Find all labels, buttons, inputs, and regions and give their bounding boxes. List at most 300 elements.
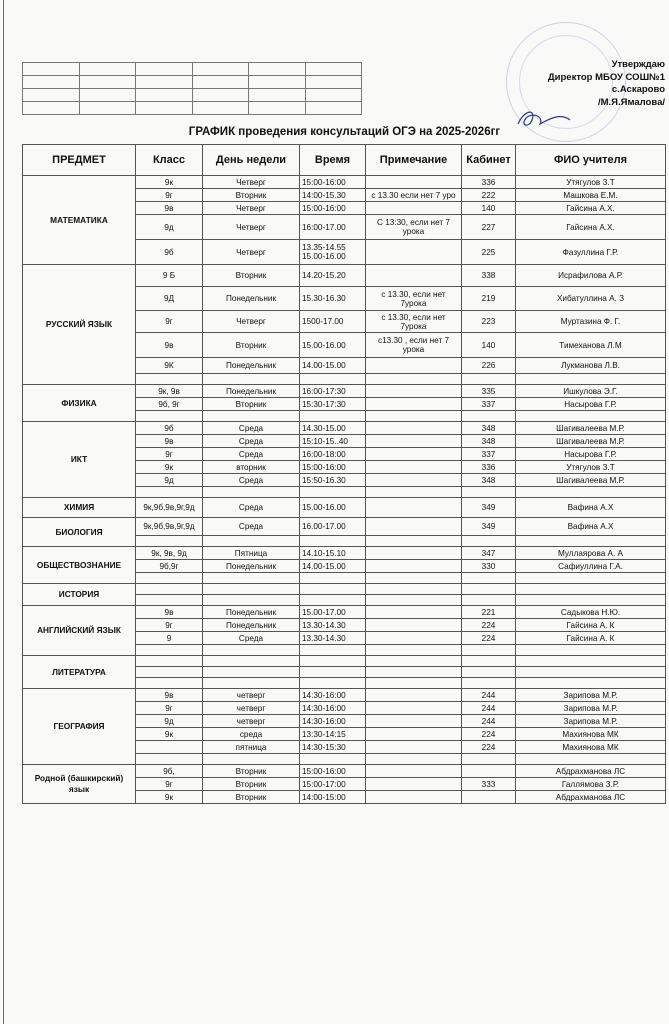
time-cell: 15:50-16.30: [300, 474, 366, 487]
day-cell: [203, 667, 300, 678]
class-cell: [136, 741, 203, 754]
teacher-cell: Сафиуллина Г.А.: [516, 560, 666, 573]
class-cell: 9в: [136, 435, 203, 448]
room-cell: 349: [462, 498, 516, 518]
time-cell: 15.00-17.00: [300, 606, 366, 619]
room-cell: 223: [462, 311, 516, 333]
note-cell: [366, 498, 462, 518]
class-cell: [136, 754, 203, 765]
day-cell: Четверг: [203, 240, 300, 265]
room-cell: [462, 584, 516, 595]
room-cell: 348: [462, 422, 516, 435]
room-cell: 348: [462, 474, 516, 487]
teacher-cell: Зарипова М.Р.: [516, 689, 666, 702]
day-cell: [203, 411, 300, 422]
note-cell: [366, 448, 462, 461]
note-cell: [366, 547, 462, 560]
teacher-cell: Гайсина А. К: [516, 632, 666, 645]
note-cell: [366, 398, 462, 411]
note-cell: [366, 385, 462, 398]
section-physics: [23, 385, 666, 422]
room-cell: 244: [462, 689, 516, 702]
teacher-cell: Зарипова М.Р.: [516, 715, 666, 728]
page-title: ГРАФИК проведения консультаций ОГЭ на 2025-2026гг: [188, 126, 501, 138]
class-cell: 9в: [136, 606, 203, 619]
teacher-cell: [516, 754, 666, 765]
teacher-cell: [516, 374, 666, 385]
room-cell: [462, 754, 516, 765]
teacher-cell: Шагивалеева М.Р.: [516, 422, 666, 435]
table-row: [23, 689, 666, 702]
class-cell: 9к, 9в: [136, 385, 203, 398]
room-cell: [462, 374, 516, 385]
teacher-cell: [516, 678, 666, 689]
time-cell: 14.20-15.20: [300, 265, 366, 287]
day-cell: [203, 487, 300, 498]
note-cell: [366, 741, 462, 754]
note-cell: [366, 461, 462, 474]
teacher-cell: [516, 573, 666, 584]
time-cell: 15:00-17:00: [300, 778, 366, 791]
class-cell: 9к,9б,9в,9г,9д: [136, 498, 203, 518]
teacher-cell: Махиянова МК: [516, 741, 666, 754]
room-cell: [462, 487, 516, 498]
time-cell: 15:10-15..40: [300, 435, 366, 448]
note-cell: [366, 176, 462, 189]
teacher-cell: [516, 595, 666, 606]
class-cell: 9г: [136, 619, 203, 632]
class-cell: 9в: [136, 333, 203, 358]
room-cell: 140: [462, 202, 516, 215]
note-cell: [366, 689, 462, 702]
class-cell: 9: [136, 632, 203, 645]
day-cell: [203, 645, 300, 656]
room-cell: 337: [462, 398, 516, 411]
class-cell: 9г: [136, 778, 203, 791]
section-history: [23, 584, 666, 606]
class-cell: 9к: [136, 791, 203, 804]
col-header-subject: ПРЕДМЕТ: [23, 145, 136, 176]
class-cell: 9 Б: [136, 265, 203, 287]
teacher-cell: Галлямова З.Р.: [516, 778, 666, 791]
section-bashkir: [23, 765, 666, 804]
note-cell: с13.30 , если нет 7 урока: [366, 333, 462, 358]
time-cell: 1500-17.00: [300, 311, 366, 333]
table-row: [23, 265, 666, 287]
note-cell: [366, 358, 462, 374]
note-cell: [366, 678, 462, 689]
day-cell: Понедельник: [203, 358, 300, 374]
class-cell: 9б: [136, 240, 203, 265]
col-header-day: День недели: [203, 145, 300, 176]
time-cell: 15.00-16.00: [300, 498, 366, 518]
day-cell: Четверг: [203, 311, 300, 333]
note-cell: [366, 656, 462, 667]
time-cell: 14.00-15.00: [300, 560, 366, 573]
note-cell: [366, 435, 462, 448]
room-cell: 140: [462, 333, 516, 358]
class-cell: 9к, 9в, 9д: [136, 547, 203, 560]
note-cell: [366, 536, 462, 547]
note-cell: [366, 645, 462, 656]
approval-line-3: с.Аскарово: [611, 84, 665, 95]
subject-cell: ИСТОРИЯ: [23, 584, 136, 606]
class-cell: 9д: [136, 474, 203, 487]
day-cell: [203, 678, 300, 689]
time-cell: 15:00-16:00: [300, 765, 366, 778]
day-cell: Вторник: [203, 265, 300, 287]
day-cell: Понедельник: [203, 287, 300, 311]
day-cell: [203, 536, 300, 547]
room-cell: [462, 645, 516, 656]
day-cell: Среда: [203, 518, 300, 536]
room-cell: 225: [462, 240, 516, 265]
time-cell: 15:00-16:00: [300, 202, 366, 215]
room-cell: [462, 667, 516, 678]
time-cell: [300, 754, 366, 765]
day-cell: Вторник: [203, 189, 300, 202]
time-cell: [300, 411, 366, 422]
time-cell: 14:00-15:00: [300, 791, 366, 804]
class-cell: 9б, 9г: [136, 398, 203, 411]
teacher-cell: Лукманова Л.В.: [516, 358, 666, 374]
room-cell: 330: [462, 560, 516, 573]
table-row: [23, 606, 666, 619]
room-cell: [462, 765, 516, 778]
class-cell: 9Д: [136, 287, 203, 311]
teacher-cell: Вафина А.Х: [516, 498, 666, 518]
room-cell: 335: [462, 385, 516, 398]
class-cell: 9в: [136, 202, 203, 215]
table-row: [23, 176, 666, 189]
table-row: [23, 518, 666, 536]
time-cell: 16:00-18:00: [300, 448, 366, 461]
note-cell: [366, 728, 462, 741]
time-cell: [300, 656, 366, 667]
room-cell: [462, 595, 516, 606]
section-english: [23, 606, 666, 656]
note-cell: [366, 778, 462, 791]
teacher-cell: [516, 487, 666, 498]
class-cell: 9б,: [136, 765, 203, 778]
time-cell: 15:00-16:00: [300, 176, 366, 189]
class-cell: [136, 678, 203, 689]
teacher-cell: Утягулов З.Т: [516, 461, 666, 474]
time-cell: [300, 678, 366, 689]
teacher-cell: [516, 536, 666, 547]
approval-line-4: /М.Я.Ямалова/: [597, 96, 665, 108]
class-cell: 9в: [136, 689, 203, 702]
note-cell: [366, 518, 462, 536]
note-cell: [366, 411, 462, 422]
day-cell: Среда: [203, 422, 300, 435]
note-cell: [366, 715, 462, 728]
class-cell: 9г: [136, 448, 203, 461]
teacher-cell: [516, 584, 666, 595]
col-header-note: Примечание: [366, 145, 462, 176]
approval-block: [500, 59, 665, 109]
table-row: [23, 547, 666, 560]
col-header-teacher: ФИО учителя: [516, 145, 666, 176]
teacher-cell: Машкова Е.М.: [516, 189, 666, 202]
room-cell: 224: [462, 619, 516, 632]
subject-cell: Родной (башкирский) язык: [23, 765, 136, 804]
note-cell: С 13:30, если нет 7 урока: [366, 215, 462, 240]
day-cell: Среда: [203, 435, 300, 448]
time-cell: 15:00-16:00: [300, 461, 366, 474]
day-cell: Пятница: [203, 547, 300, 560]
teacher-cell: [516, 656, 666, 667]
teacher-cell: Утягулов З.Т: [516, 176, 666, 189]
teacher-cell: Гайсина А.Х.: [516, 202, 666, 215]
note-cell: [366, 487, 462, 498]
day-cell: Четверг: [203, 202, 300, 215]
time-cell: [300, 487, 366, 498]
room-cell: 221: [462, 606, 516, 619]
subject-cell: РУССКИЙ ЯЗЫК: [23, 265, 136, 385]
teacher-cell: Тимеханова Л.М: [516, 333, 666, 358]
time-cell: 14:30-16:00: [300, 702, 366, 715]
note-cell: [366, 265, 462, 287]
day-cell: [203, 573, 300, 584]
section-social: [23, 547, 666, 584]
day-cell: четверг: [203, 689, 300, 702]
table-row: [23, 765, 666, 778]
col-header-class: Класс: [136, 145, 203, 176]
note-cell: [366, 791, 462, 804]
section-chemistry: [23, 498, 666, 518]
day-cell: [203, 656, 300, 667]
time-cell: [300, 536, 366, 547]
class-cell: 9б: [136, 422, 203, 435]
col-header-time: Время: [300, 145, 366, 176]
note-cell: с 13.30 если нет 7 уро: [366, 189, 462, 202]
day-cell: Понедельник: [203, 385, 300, 398]
class-cell: [136, 374, 203, 385]
day-cell: Среда: [203, 474, 300, 487]
class-cell: [136, 667, 203, 678]
class-cell: 9д: [136, 715, 203, 728]
room-cell: 349: [462, 518, 516, 536]
room-cell: 244: [462, 702, 516, 715]
subject-cell: АНГЛИЙСКИЙ ЯЗЫК: [23, 606, 136, 656]
note-cell: [366, 422, 462, 435]
subject-cell: ГЕОГРАФИЯ: [23, 689, 136, 765]
teacher-cell: Гайсина А. К: [516, 619, 666, 632]
table-row: [23, 385, 666, 398]
col-header-room: Кабинет: [462, 145, 516, 176]
section-geography: [23, 689, 666, 765]
subject-cell: ФИЗИКА: [23, 385, 136, 422]
room-cell: 227: [462, 215, 516, 240]
teacher-cell: Абдрахманова ЛС: [516, 791, 666, 804]
day-cell: [203, 374, 300, 385]
class-cell: [136, 584, 203, 595]
time-cell: 14:00-15.30: [300, 189, 366, 202]
class-cell: 9г: [136, 702, 203, 715]
class-cell: 9к: [136, 728, 203, 741]
note-cell: [366, 474, 462, 487]
note-cell: [366, 374, 462, 385]
subject-cell: ИКТ: [23, 422, 136, 498]
day-cell: [203, 754, 300, 765]
time-cell: 14.10-15.10: [300, 547, 366, 560]
room-cell: 333: [462, 778, 516, 791]
teacher-cell: Фазуллина Г.Р.: [516, 240, 666, 265]
subject-cell: БИОЛОГИЯ: [23, 518, 136, 547]
time-cell: [300, 667, 366, 678]
subject-cell: ЛИТЕРАТУРА: [23, 656, 136, 689]
subject-cell: ХИМИЯ: [23, 498, 136, 518]
time-cell: 15:30-17:30: [300, 398, 366, 411]
time-cell: 15.30-16.30: [300, 287, 366, 311]
day-cell: среда: [203, 728, 300, 741]
teacher-cell: Исрафилова А.Р.: [516, 265, 666, 287]
room-cell: 336: [462, 461, 516, 474]
class-cell: 9К: [136, 358, 203, 374]
class-cell: [136, 595, 203, 606]
class-cell: [136, 487, 203, 498]
room-cell: 219: [462, 287, 516, 311]
teacher-cell: Муртазина Ф. Г.: [516, 311, 666, 333]
time-cell: 14.30-15.00: [300, 422, 366, 435]
day-cell: вторник: [203, 461, 300, 474]
note-cell: [366, 595, 462, 606]
room-cell: [462, 573, 516, 584]
section-biology: [23, 518, 666, 547]
room-cell: 347: [462, 547, 516, 560]
header-row: [23, 145, 666, 176]
day-cell: Понедельник: [203, 606, 300, 619]
note-cell: [366, 240, 462, 265]
time-cell: 16:00-17:30: [300, 385, 366, 398]
day-cell: Среда: [203, 632, 300, 645]
time-cell: 13:30-14:15: [300, 728, 366, 741]
room-cell: 336: [462, 176, 516, 189]
teacher-cell: Хибатуллина А. З: [516, 287, 666, 311]
day-cell: [203, 595, 300, 606]
note-cell: [366, 584, 462, 595]
class-cell: 9б,9г: [136, 560, 203, 573]
teacher-cell: Муллаярова А. А: [516, 547, 666, 560]
note-cell: с 13.30, если нет 7урока: [366, 311, 462, 333]
room-cell: 224: [462, 728, 516, 741]
time-cell: 16:00-17.00: [300, 215, 366, 240]
room-cell: 337: [462, 448, 516, 461]
approval-line-1: Утверждаю: [611, 59, 665, 70]
teacher-cell: Абдрахманова ЛС: [516, 765, 666, 778]
note-cell: [366, 632, 462, 645]
time-cell: 14:30-16:00: [300, 689, 366, 702]
class-cell: 9г: [136, 311, 203, 333]
day-cell: Вторник: [203, 791, 300, 804]
room-cell: 222: [462, 189, 516, 202]
note-cell: [366, 619, 462, 632]
subject-cell: МАТЕМАТИКА: [23, 176, 136, 265]
section-ict: [23, 422, 666, 498]
class-cell: [136, 573, 203, 584]
page-edge-line: [3, 0, 4, 1024]
class-cell: 9д: [136, 215, 203, 240]
day-cell: Среда: [203, 498, 300, 518]
note-cell: [366, 606, 462, 619]
teacher-cell: [516, 667, 666, 678]
teacher-cell: [516, 645, 666, 656]
time-cell: [300, 595, 366, 606]
subject-cell: ОБЩЕСТВОЗНАНИЕ: [23, 547, 136, 584]
section-russian: [23, 265, 666, 385]
room-cell: 338: [462, 265, 516, 287]
class-cell: [136, 656, 203, 667]
day-cell: Четверг: [203, 176, 300, 189]
day-cell: Четверг: [203, 215, 300, 240]
schedule-table: [22, 144, 666, 804]
day-cell: Вторник: [203, 778, 300, 791]
day-cell: четверг: [203, 702, 300, 715]
room-cell: [462, 791, 516, 804]
note-cell: [366, 202, 462, 215]
time-cell: [300, 645, 366, 656]
day-cell: пятница: [203, 741, 300, 754]
section-math: [23, 176, 666, 265]
time-cell: 15.00-16.00: [300, 333, 366, 358]
note-cell: [366, 573, 462, 584]
teacher-cell: Шагивалеева М.Р.: [516, 474, 666, 487]
class-cell: 9г: [136, 189, 203, 202]
note-cell: [366, 560, 462, 573]
class-cell: 9к: [136, 461, 203, 474]
teacher-cell: Насырова Г.Р.: [516, 398, 666, 411]
time-cell: 14:30-16:00: [300, 715, 366, 728]
room-cell: 224: [462, 632, 516, 645]
teacher-cell: Махиянова МК: [516, 728, 666, 741]
room-cell: 224: [462, 741, 516, 754]
time-cell: 16.00-17.00: [300, 518, 366, 536]
time-cell: 13.35-14.55 15.00-16.00: [300, 240, 366, 265]
day-cell: Понедельник: [203, 619, 300, 632]
teacher-cell: Гайсина А.Х.: [516, 215, 666, 240]
teacher-cell: [516, 411, 666, 422]
note-cell: с 13.30, если нет 7урока: [366, 287, 462, 311]
teacher-cell: Насырова Г.Р.: [516, 448, 666, 461]
room-cell: [462, 678, 516, 689]
note-cell: [366, 667, 462, 678]
approval-line-2: Директор МБОУ СОШ№1: [547, 71, 665, 83]
empty-row: [23, 584, 666, 595]
room-cell: [462, 656, 516, 667]
day-cell: Вторник: [203, 398, 300, 411]
header-grid: [22, 62, 362, 115]
class-cell: 9к,9б,9в,9г,9д: [136, 518, 203, 536]
teacher-cell: Садыкова Н.Ю.: [516, 606, 666, 619]
class-cell: [136, 536, 203, 547]
time-cell: [300, 374, 366, 385]
class-cell: 9к: [136, 176, 203, 189]
note-cell: [366, 754, 462, 765]
teacher-cell: Шагивалеева М.Р.: [516, 435, 666, 448]
teacher-cell: Ишкулова Э.Г.: [516, 385, 666, 398]
note-cell: [366, 702, 462, 715]
day-cell: четверг: [203, 715, 300, 728]
table-row: [23, 498, 666, 518]
table-row: [23, 422, 666, 435]
room-cell: [462, 536, 516, 547]
empty-row: [23, 656, 666, 667]
time-cell: 13.30-14.30: [300, 632, 366, 645]
day-cell: Вторник: [203, 333, 300, 358]
class-cell: [136, 411, 203, 422]
note-cell: [366, 765, 462, 778]
